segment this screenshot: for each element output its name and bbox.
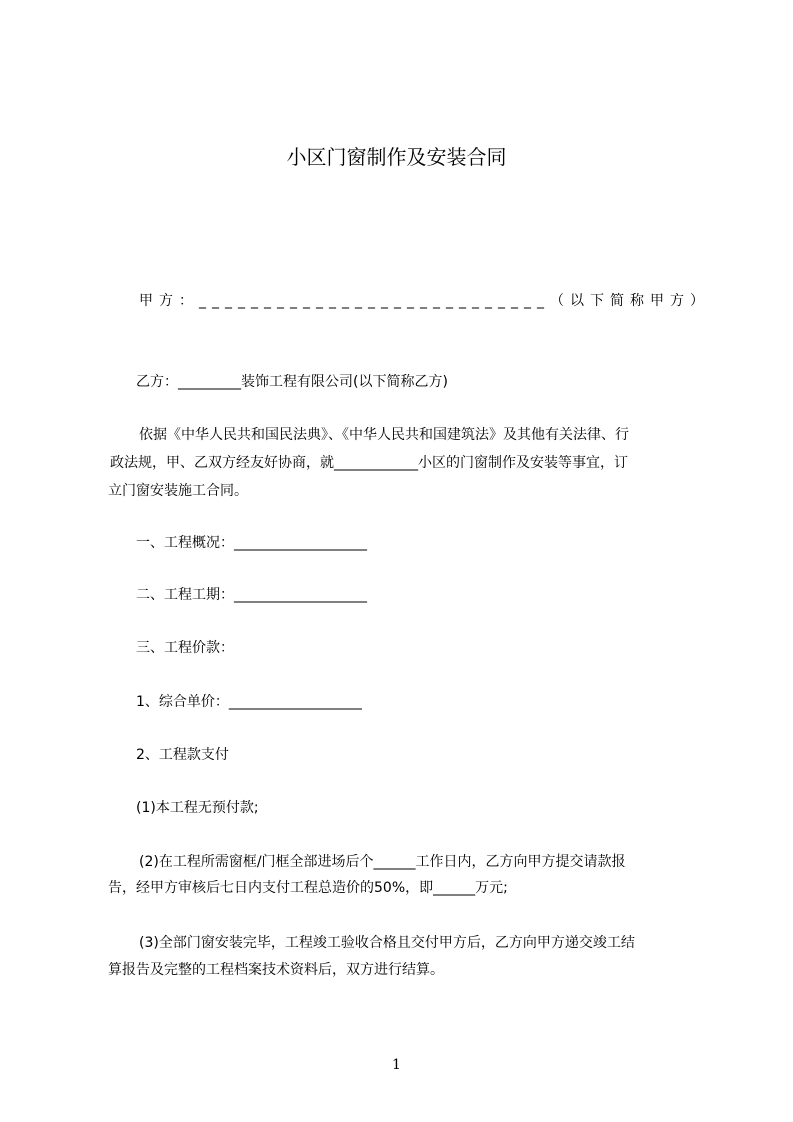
intro-line-3: 立门窗安装施工合同。 xyxy=(108,483,248,499)
document-title: 小区门窗制作及安装合同 xyxy=(286,145,507,169)
price-item-payment: 2、工程款支付 xyxy=(136,747,229,763)
section-project-overview: 一、工程概况：___________________ xyxy=(136,535,367,551)
section-project-price: 三、工程价款： xyxy=(136,640,234,656)
price-item-unit-price: 1、综合单价：___________________ xyxy=(136,694,362,710)
payment-clause-2-line-1: (2)在工程所需窗框/门框全部进场后个______工作日内，乙方向甲方提交请款报 xyxy=(139,854,626,870)
intro-line-1: 依据《中华人民共和国民法典》、《中华人民共和国建筑法》及其他有关法律、行 xyxy=(139,427,629,443)
intro-line-2: 政法规，甲、乙双方经友好协商，就____________小区的门窗制作及安装等事宜，订 xyxy=(110,455,628,471)
party-b-line: 乙方：_________装饰工程有限公司(以下简称乙方) xyxy=(136,374,448,390)
payment-clause-3-line-1: (3)全部门窗安装完毕，工程竣工验收合格且交付甲方后，乙方向甲方递交竣工结 xyxy=(139,935,635,951)
payment-clause-1: (1)本工程无预付款; xyxy=(136,800,259,816)
page-number: 1 xyxy=(392,1057,401,1073)
party-a-line: 甲方：___________________________（以下简称甲方） xyxy=(139,293,710,309)
section-project-duration: 二、工程工期：___________________ xyxy=(136,587,367,603)
payment-clause-3-line-2: 算报告及完整的工程档案技术资料后，双方进行结算。 xyxy=(108,962,444,978)
payment-clause-2-line-2: 告，经甲方审核后七日内支付工程总造价的50%，即______万元; xyxy=(108,880,508,896)
